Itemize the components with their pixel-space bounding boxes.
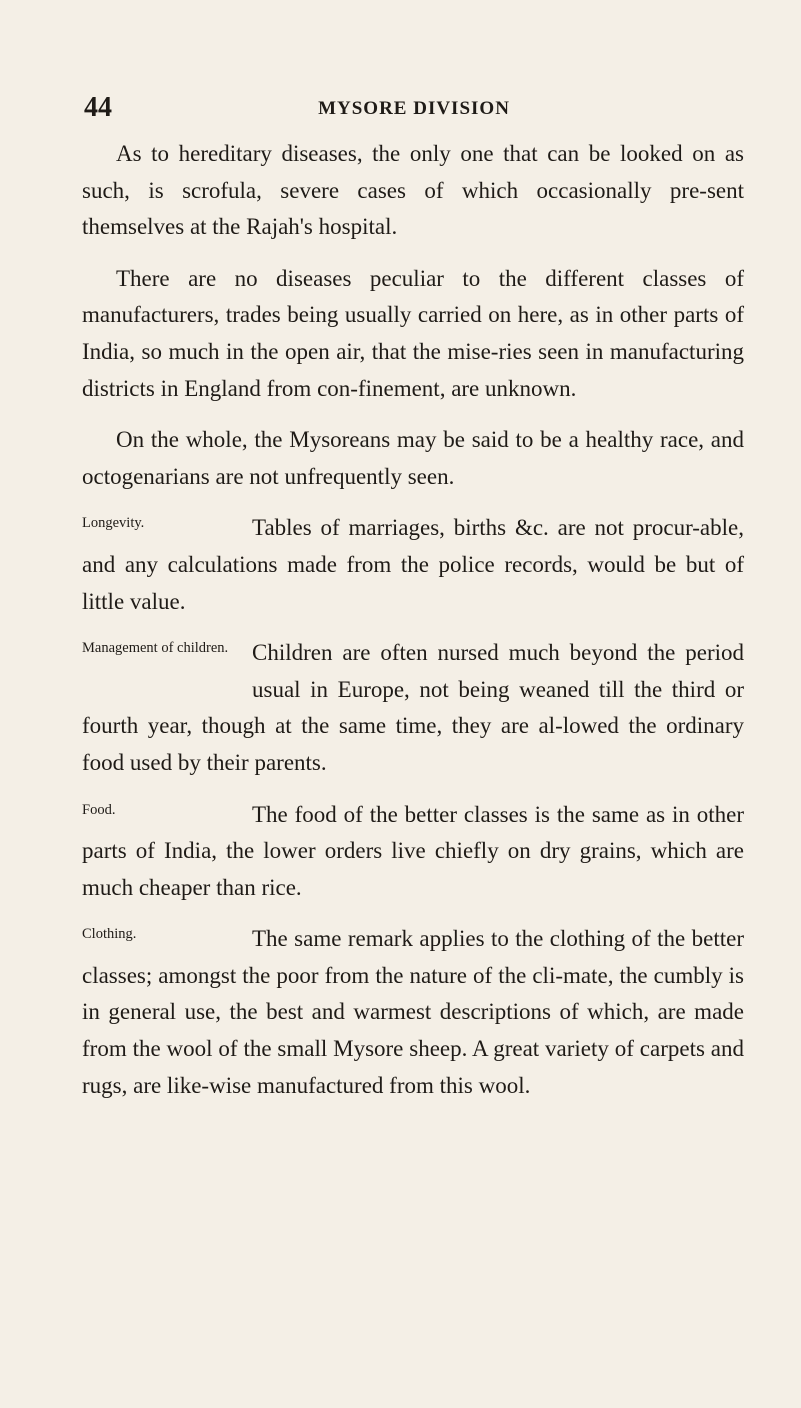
paragraph-manufacturers-diseases — [82, 261, 744, 407]
paragraph-text: As to hereditary diseases, the only one that can be looked on as such, is scrofula, severe cases of which occasionally pre-sent themselves at the Rajah's hospital. — [82, 141, 744, 240]
paragraph-text: Children are often nursed much beyond the period usual in Europe, not being weaned till the third or fourth year, though at the same time, they are al-lowed the ordinary food used by their parents. — [82, 640, 744, 775]
paragraph-hereditary-diseases — [82, 136, 744, 246]
page-header — [84, 92, 744, 122]
running-head: MYSORE DIVISION — [318, 98, 510, 119]
paragraph-management-of-children — [82, 635, 744, 781]
paragraph-food — [82, 797, 744, 907]
paragraph-healthy-race — [82, 422, 744, 495]
paragraph-text: Tables of marriages, births &c. are not procur-able, and any calculations made from the police records, would be but of little value. — [82, 515, 744, 614]
page-number: 44 — [84, 92, 112, 123]
paragraph-text: There are no diseases peculiar to the different classes of manufacturers, trades being usually carried on here, as in other parts of India, so much in the open air, that the mise-ries seen in manufacturing districts in England from con-finement, are unknown. — [82, 265, 744, 401]
paragraph-text: On the whole, the Mysoreans may be said to be a healthy race, and octogenarians are not unfrequently seen. — [82, 427, 744, 489]
sidenote-longevity: Longevity. — [82, 515, 145, 532]
paragraph-clothing — [82, 921, 744, 1104]
sidenote-clothing: Clothing. — [82, 926, 137, 943]
sidenote-management-of-children: Management of children. — [82, 640, 229, 657]
body-text — [82, 136, 744, 1119]
sidenote-food: Food. — [82, 801, 116, 818]
paragraph-text: The same remark applies to the clothing of the better classes; amongst the poor from the nature of the cli-mate, the cumbly is in general use, the best and warmest descriptions of which, are made from the wool of the small Mysore sheep. A great variety of carpets and rugs, are like-wise manufactured from this wool. — [82, 926, 744, 1098]
paragraph-longevity — [82, 510, 744, 620]
paragraph-text: The food of the better classes is the same as in other parts of India, the lower orders live chiefly on dry grains, which are much cheaper than rice. — [82, 801, 744, 900]
